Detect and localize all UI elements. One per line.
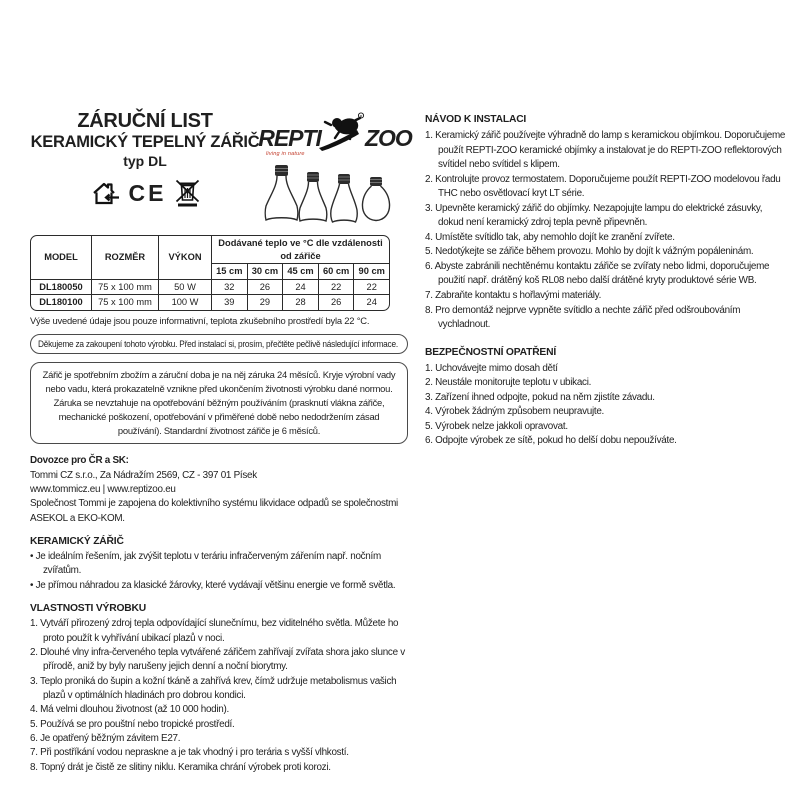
list-item: 5. Nedotýkejte se zářiče během provozu. Mohlo by dojít k vážným popáleninám. <box>425 246 754 258</box>
list-item: 5. Výrobek nelze jakkoli opravovat. <box>425 420 568 432</box>
cell-model: DL180100 <box>31 295 92 310</box>
list-item: • Je ideálním řešením, jak zvýšit teplotu v teráriu infračerveným zářením např. nočním zvířatům. <box>30 551 381 577</box>
lizard-icon <box>317 112 369 154</box>
properties-heading: VLASTNOSTI VÝROBKU <box>30 603 146 615</box>
cell-temp: 28 <box>283 295 319 310</box>
logo-text-repti: REPTI <box>258 125 321 151</box>
cell-temp: 22 <box>318 279 354 295</box>
list-item: 4. Výrobek žádným způsobem neupravujte. <box>425 406 605 418</box>
importer-line: www.tommicz.eu | www.reptizoo.eu <box>30 484 176 495</box>
importer-line: Tommi CZ s.r.o., Za Nádražím 2569, CZ - 397 01 Písek <box>30 469 257 481</box>
list-item: 6. Abyste zabránili nechtěnému kontaktu zářiče se zvířaty nebo lidmi, doporučujeme použití např. drátěný koš RL08 nebo další drátěné kryty produktové série WB. <box>425 260 770 287</box>
type-label: typ DL <box>123 152 167 169</box>
ceramic-emitter-section <box>30 536 408 593</box>
warranty-box: Zářič je spotřebním zbožím a záruční doba je na něj záruka 24 měsíců. Kryje výrobní vady nebo vadu, která prokazatelně vznikne před ukončením životnosti výrobku dané normou. Záruka se nevztahuje na opotřebování běžným používáním (prasknutí vlákna zářiče, mechanické poškození, opotřebování v přiměřené době nebo nedodržením zásad používání). Standardní životnost zářiče je 6 měsíců. <box>30 362 408 445</box>
col-header-30cm: 30 cm <box>247 264 283 280</box>
list-item: 8. Pro demontáž nejprve vypněte svítidlo a nechte zářič před odšroubováním vychladnout. <box>425 304 741 331</box>
cell-temp: 24 <box>283 279 319 295</box>
product-properties-section <box>30 603 408 775</box>
certification-marks <box>30 179 260 207</box>
table-row <box>31 295 389 310</box>
cell-size: 75 x 100 mm <box>92 279 159 295</box>
col-group-header: Dodávané teplo ve °C dle vzdálenosti od zářiče <box>212 236 390 264</box>
table-note: Výše uvedené údaje jsou pouze informativní, teplota zkušebního prostředí byla 22 °C. <box>30 314 370 326</box>
heat-data-table <box>30 235 390 311</box>
list-item: 4. Má velmi dlouhou životnost (až 10 000 hodin). <box>30 704 229 716</box>
cell-temp: 22 <box>354 279 389 295</box>
brand-logo <box>258 110 412 226</box>
list-item: 6. Odpojte výrobek ze sítě, pokud ho delší dobu nepoužíváte. <box>425 435 677 447</box>
safety-section <box>425 347 789 449</box>
cell-power: 50 W <box>159 279 212 295</box>
cell-model: DL180050 <box>31 279 92 295</box>
col-header-15cm: 15 cm <box>212 264 248 280</box>
cell-temp: 32 <box>212 279 248 295</box>
importer-line: Společnost Tommi je zapojena do kolektivního systému likvidace odpadů se společnostmi ASEKOL a EKO-KOM. <box>30 498 398 524</box>
cell-temp: 26 <box>247 279 283 295</box>
list-item: 2. Neustále monitorujte teplotu v ubikaci. <box>425 377 592 389</box>
list-item: 1. Keramický zářič používejte výhradně do lamp s keramickou objímkou. Doporučujeme použít REPTI-ZOO keramické objímky a instalovat je do REPTI-ZOO reflektorových svítidel nebo svítidel s klipem. <box>425 130 786 171</box>
right-column <box>425 114 789 449</box>
thanks-box <box>30 334 408 354</box>
importer-heading: Dovozce pro ČR a SK: <box>30 455 129 467</box>
logo-tagline: living in nature <box>266 151 305 157</box>
ceramic-heading: KERAMICKÝ ZÁŘIČ <box>30 536 124 548</box>
cell-temp: 39 <box>212 295 248 310</box>
cell-temp: 26 <box>318 295 354 310</box>
list-item: 3. Upevněte keramický zářič do objímky. Nezapojujte lampu do elektrické zásuvky, dokud není keramický zdroj tepla pevně připevněn. <box>425 202 763 229</box>
list-item: 5. Používá se pro pouštní nebo tropické prostředí. <box>30 718 235 730</box>
list-item: 7. Zabraňte kontaktu s hořlavými materiály. <box>425 290 602 302</box>
cell-temp: 24 <box>354 295 389 310</box>
cell-power: 100 W <box>159 295 212 310</box>
list-item: 8. Topný drát je čistě ze slitiny niklu. Keramika chrání výrobek proti korozi. <box>30 761 331 773</box>
col-header-60cm: 60 cm <box>318 264 354 280</box>
weee-crossed-bin-icon <box>175 179 200 207</box>
cell-size: 75 x 100 mm <box>92 295 159 310</box>
thanks-text: Děkujeme za zakoupení tohoto výrobku. Před instalací si, prosím, přečtěte pečlivě následující informace. <box>38 338 398 349</box>
col-header-model: MODEL <box>31 236 92 279</box>
title-block <box>30 110 260 207</box>
left-column <box>30 110 412 775</box>
col-header-45cm: 45 cm <box>283 264 319 280</box>
list-item: 2. Dlouhé vlny infra-červeného tepla vytvářené zářičem zahřívají zvířata shora jako slunce v přírodě, aniž by byly narušeny jejich denní a noční biorytmy. <box>30 646 405 673</box>
list-item: 6. Je opatřený běžným závitem E27. <box>30 733 181 745</box>
ceramic-bulbs-illustration <box>262 164 408 226</box>
safety-heading: BEZPEČNOSTNÍ OPATŘENÍ <box>425 346 557 358</box>
page-subtitle: KERAMICKÝ TEPELNÝ ZÁŘIČ <box>30 133 260 151</box>
col-header-power: VÝKON <box>159 236 212 279</box>
ce-mark: CE <box>128 179 167 206</box>
indoor-use-icon <box>90 180 120 207</box>
installation-section <box>425 114 789 333</box>
col-header-size: ROZMĚR <box>92 236 159 279</box>
svg-text:R: R <box>359 114 363 119</box>
list-item: 1. Uchovávejte mimo dosah dětí <box>425 362 558 374</box>
list-item: 4. Umístěte svítidlo tak, aby nemohlo dojít ke zranění zvířete. <box>425 231 675 243</box>
document-header <box>30 110 412 226</box>
list-item: 1. Vytváří přirozený zdroj tepla odpovídající slunečnímu, bez viditelného světla. Můžete ho proto použít k vyhřívání ubikací plazů v noci. <box>30 618 399 644</box>
list-item: • Je přímou náhradou za klasické žárovky, které vydávají většinu energie ve formě světla. <box>30 579 396 591</box>
table-row <box>31 279 389 295</box>
logo-text-zoo: ZOO <box>364 125 412 151</box>
list-item: 3. Teplo proniká do šupin a kožní tkáně a zahřívá krev, čímž udržuje metabolismus vašich plazů v optimálních hladinách pro dobrou kondici. <box>30 675 397 701</box>
cell-temp: 29 <box>247 295 283 310</box>
col-header-90cm: 90 cm <box>354 264 389 280</box>
importer-section <box>30 454 408 526</box>
installation-heading: NÁVOD K INSTALACI <box>425 114 527 125</box>
list-item: 2. Kontrolujte provoz termostatem. Doporučujeme použít REPTI-ZOO modelovou řadu THC nebo osvětlovací kryt LT série. <box>425 173 781 200</box>
page-title: ZÁRUČNÍ LIST <box>77 110 213 132</box>
list-item: 7. Při postříkání vodou nepraskne a je tak vhodný i pro terária s vyšší vlhkostí. <box>30 747 349 759</box>
list-item: 3. Zařízení ihned odpojte, pokud na něm zjistíte závadu. <box>425 391 655 403</box>
